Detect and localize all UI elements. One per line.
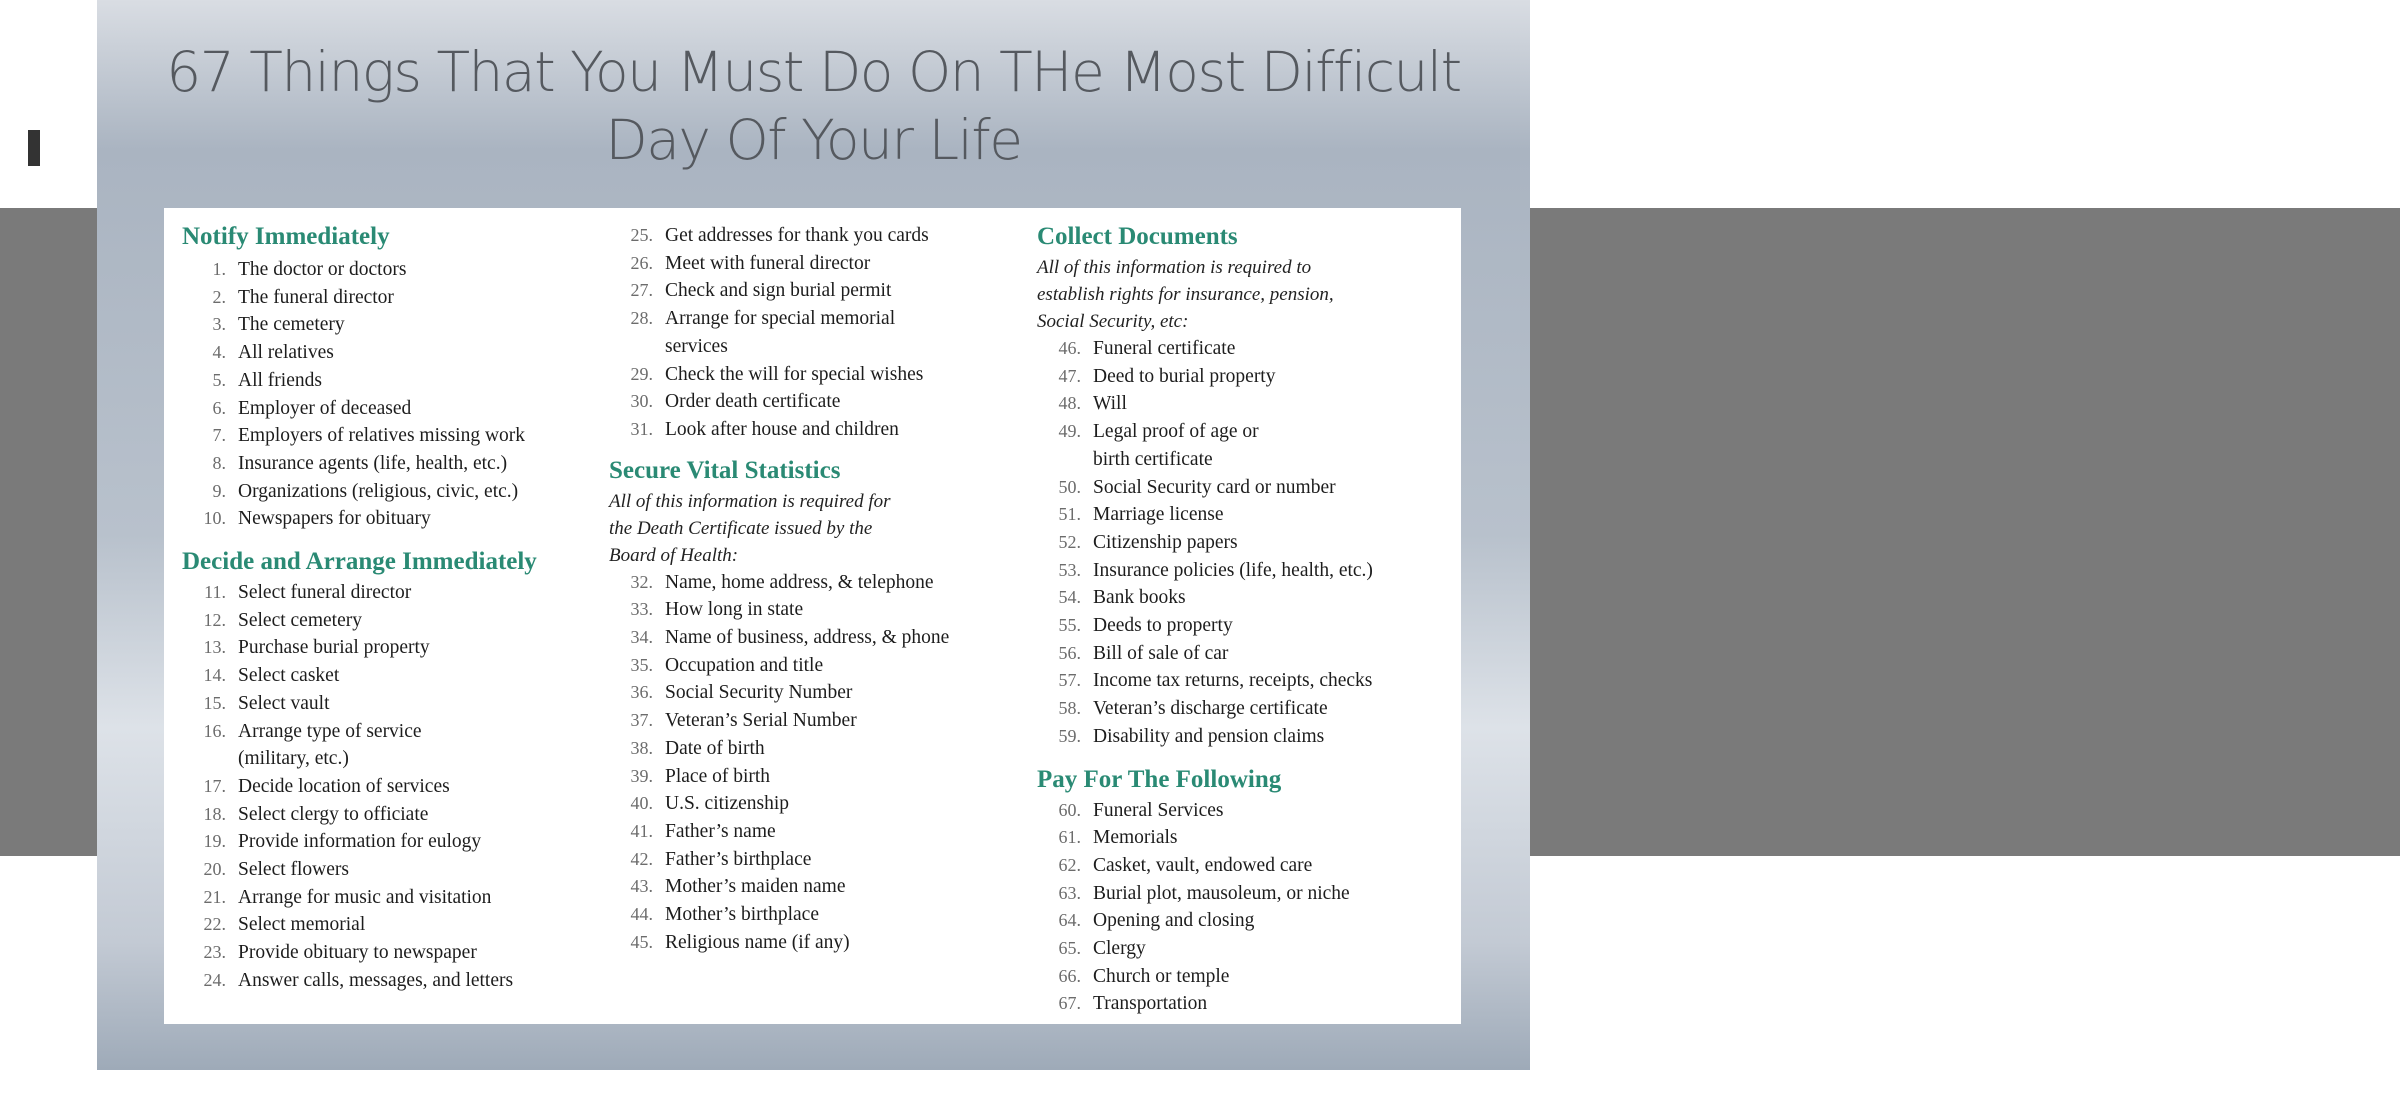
item-number: 26. (630, 252, 653, 273)
item-number: 8. (212, 452, 226, 473)
list-item (182, 690, 592, 718)
item-number: 28. (630, 308, 653, 329)
item-text: Social Security card or number (1093, 476, 1336, 498)
item-text-continued: (military, etc.) (238, 748, 349, 770)
item-text: Church or temple (1093, 965, 1230, 987)
item-text: Date of birth (665, 737, 765, 759)
column-1 (182, 222, 592, 995)
item-text: The cemetery (238, 314, 345, 336)
item-text: Look after house and children (665, 418, 899, 440)
item-text: All relatives (238, 342, 334, 364)
item-number: 60. (1058, 799, 1081, 820)
list-item (1037, 907, 1457, 935)
item-list (182, 256, 592, 533)
list-item (182, 634, 592, 662)
list-item (182, 607, 592, 635)
item-text: Disability and pension claims (1093, 725, 1325, 747)
list-item (1037, 963, 1457, 991)
column-2 (609, 222, 1029, 956)
item-text: Get addresses for thank you cards (665, 225, 929, 246)
item-text: Legal proof of age or (1093, 421, 1259, 443)
item-number: 3. (212, 314, 226, 335)
list-item (1037, 935, 1457, 963)
item-text: Arrange for music and visitation (238, 886, 492, 908)
item-number: 41. (630, 820, 653, 841)
item-number: 13. (203, 637, 226, 658)
item-list (182, 579, 592, 995)
list-item (182, 367, 592, 395)
item-number: 23. (203, 942, 226, 963)
list-item (182, 911, 592, 939)
item-number: 31. (630, 418, 653, 439)
item-number: 36. (630, 682, 653, 703)
item-text: Newspapers for obituary (238, 508, 431, 530)
item-text: All friends (238, 369, 322, 391)
list-item (182, 284, 592, 312)
list-item (1037, 880, 1457, 908)
item-number: 21. (203, 886, 226, 907)
section-note (1037, 254, 1457, 335)
item-text: Employers of relatives missing work (238, 425, 526, 447)
item-number: 58. (1058, 698, 1081, 719)
list-item (182, 339, 592, 367)
list-item (182, 478, 592, 506)
item-number: 35. (630, 654, 653, 675)
item-number: 17. (203, 775, 226, 796)
item-number: 15. (203, 692, 226, 713)
item-number: 38. (630, 737, 653, 758)
item-text-continued: birth certificate (1093, 448, 1213, 470)
item-number: 56. (1058, 642, 1081, 663)
list-item (609, 222, 1029, 250)
item-text: Order death certificate (665, 391, 841, 413)
item-number: 67. (1058, 993, 1081, 1014)
item-text: Father’s name (665, 820, 776, 842)
list-item (609, 624, 1029, 652)
column-3 (1037, 222, 1457, 1018)
note-line: Board of Health: (609, 544, 739, 566)
item-text: Name of business, address, & phone (665, 627, 950, 649)
item-number: 32. (630, 571, 653, 592)
list-item (182, 801, 592, 829)
list-item (182, 939, 592, 967)
section-note (609, 488, 1029, 569)
item-number: 16. (203, 720, 226, 741)
list-item (1037, 723, 1457, 751)
item-number: 18. (203, 803, 226, 824)
item-number: 25. (630, 225, 653, 245)
list-item (609, 416, 1029, 444)
slide (97, 0, 1530, 1070)
list-item (182, 662, 592, 690)
list-item (182, 422, 592, 450)
section-heading: Decide and Arrange Immediately (182, 548, 537, 576)
item-text: Insurance policies (life, health, etc.) (1093, 559, 1373, 581)
list-item (1037, 418, 1457, 473)
section-secure-vital-statistics (609, 456, 1029, 957)
item-number: 12. (203, 609, 226, 630)
item-text: Will (1093, 393, 1127, 415)
list-item (182, 311, 592, 339)
item-text: Select funeral director (238, 582, 412, 604)
list-item (609, 790, 1029, 818)
item-text: Transportation (1093, 993, 1208, 1015)
item-text: Bill of sale of car (1093, 642, 1229, 664)
item-number: 4. (212, 342, 226, 363)
item-text: Mother’s maiden name (665, 876, 846, 898)
item-text: Arrange for special memorial (665, 308, 896, 330)
list-item (182, 828, 592, 856)
list-item (182, 579, 592, 607)
item-text: Clergy (1093, 938, 1146, 960)
item-number: 45. (630, 931, 653, 952)
list-item (609, 305, 1029, 360)
note-line: All of this information is required to (1037, 257, 1312, 278)
list-item (609, 569, 1029, 597)
item-text: Provide information for eulogy (238, 831, 482, 853)
item-text: Mother’s birthplace (665, 904, 819, 926)
item-text: Meet with funeral director (665, 252, 871, 274)
item-number: 5. (212, 369, 226, 390)
section-notify-immediately (182, 222, 592, 533)
item-text: Check and sign burial permit (665, 280, 892, 302)
item-text: Deed to burial property (1093, 365, 1276, 387)
item-number: 51. (1058, 504, 1081, 525)
item-text-continued: services (665, 335, 728, 357)
item-text: Select clergy to officiate (238, 803, 429, 825)
list-item (1037, 640, 1457, 668)
section-decide-and-arrange (182, 547, 592, 995)
item-number: 53. (1058, 559, 1081, 580)
item-number: 46. (1058, 338, 1081, 358)
item-number: 19. (203, 831, 226, 852)
item-number: 1. (212, 259, 226, 279)
section-heading: Pay For The Following (1037, 765, 1282, 793)
item-text: Select cemetery (238, 609, 362, 631)
item-text: Organizations (religious, civic, etc.) (238, 480, 519, 502)
list-item (182, 967, 592, 995)
list-item (1037, 612, 1457, 640)
item-text: Insurance agents (life, health, etc.) (238, 452, 508, 474)
section-continued (609, 222, 1029, 444)
note-line: Social Security, etc: (1037, 311, 1189, 332)
item-text: The funeral director (238, 286, 394, 308)
list-item (609, 846, 1029, 874)
item-number: 48. (1058, 393, 1081, 414)
list-item (609, 679, 1029, 707)
item-text: Veteran’s Serial Number (665, 710, 857, 732)
list-item (182, 856, 592, 884)
item-text: Deeds to property (1093, 615, 1233, 637)
list-item (1037, 557, 1457, 585)
list-item (1037, 584, 1457, 612)
item-text: U.S. citizenship (665, 793, 790, 815)
item-number: 49. (1058, 421, 1081, 442)
list-item (1037, 990, 1457, 1018)
item-number: 6. (212, 397, 226, 418)
cursor-marker (28, 130, 40, 166)
list-item (609, 652, 1029, 680)
list-item (609, 361, 1029, 389)
item-number: 30. (630, 391, 653, 412)
item-text: Casket, vault, endowed care (1093, 854, 1313, 876)
list-item (609, 929, 1029, 957)
item-list (609, 222, 1029, 444)
item-number: 55. (1058, 615, 1081, 636)
item-number: 57. (1058, 670, 1081, 691)
item-number: 27. (630, 280, 653, 301)
item-text: Bank books (1093, 587, 1186, 609)
item-number: 59. (1058, 725, 1081, 746)
item-text: Opening and closing (1093, 910, 1255, 932)
list-item (609, 873, 1029, 901)
item-number: 65. (1058, 938, 1081, 959)
item-text: Burial plot, mausoleum, or niche (1093, 882, 1350, 904)
slide-title: 67 Things That You Must Do On THe Most Difficult Day Of Your Life (166, 40, 1461, 172)
section-collect-documents (1037, 222, 1457, 751)
item-number: 34. (630, 627, 653, 648)
list-item (182, 505, 592, 533)
item-text: Memorials (1093, 827, 1178, 849)
list-item (1037, 529, 1457, 557)
item-number: 20. (203, 859, 226, 880)
checklist-card (164, 208, 1461, 1024)
item-number: 7. (212, 425, 226, 446)
list-item (1037, 390, 1457, 418)
item-list (1037, 335, 1457, 751)
item-text: Funeral Services (1093, 799, 1224, 821)
list-item (609, 707, 1029, 735)
list-item (609, 596, 1029, 624)
item-number: 37. (630, 710, 653, 731)
list-item (1037, 335, 1457, 363)
item-text: Provide obituary to newspaper (238, 942, 477, 964)
list-item (182, 395, 592, 423)
item-number: 9. (212, 480, 226, 501)
item-number: 64. (1058, 910, 1081, 931)
item-text: Social Security Number (665, 682, 853, 704)
item-number: 24. (203, 969, 226, 990)
list-item (182, 773, 592, 801)
item-list (1037, 797, 1457, 1019)
item-text: Decide location of services (238, 775, 450, 797)
item-text: Name, home address, & telephone (665, 571, 934, 593)
list-item (182, 450, 592, 478)
item-number: 10. (203, 508, 226, 529)
section-heading: Notify Immediately (182, 223, 390, 250)
list-item (1037, 852, 1457, 880)
item-number: 50. (1058, 476, 1081, 497)
item-number: 22. (203, 914, 226, 935)
item-text: Select flowers (238, 859, 350, 881)
item-text: Check the will for special wishes (665, 363, 924, 385)
item-number: 42. (630, 848, 653, 869)
item-text: Select casket (238, 665, 340, 687)
item-number: 43. (630, 876, 653, 897)
list-item (1037, 797, 1457, 825)
item-number: 14. (203, 665, 226, 686)
note-line: establish rights for insurance, pension, (1037, 284, 1334, 305)
list-item (1037, 363, 1457, 391)
item-number: 54. (1058, 587, 1081, 608)
item-text: Employer of deceased (238, 397, 412, 419)
item-number: 39. (630, 765, 653, 786)
item-number: 61. (1058, 827, 1081, 848)
list-item (609, 277, 1029, 305)
item-number: 33. (630, 599, 653, 620)
list-item (182, 718, 592, 773)
item-text: Religious name (if any) (665, 931, 850, 953)
item-text: Answer calls, messages, and letters (238, 969, 514, 991)
item-number: 2. (212, 286, 226, 307)
section-pay-for-the-following (1037, 765, 1457, 1019)
item-text: Income tax returns, receipts, checks (1093, 670, 1373, 692)
item-number: 63. (1058, 882, 1081, 903)
list-item (609, 735, 1029, 763)
item-number: 52. (1058, 531, 1081, 552)
item-number: 29. (630, 363, 653, 384)
item-number: 44. (630, 904, 653, 925)
list-item (182, 256, 592, 284)
list-item (609, 250, 1029, 278)
section-heading: Collect Documents (1037, 223, 1238, 250)
item-text: Marriage license (1093, 504, 1224, 526)
item-number: 11. (204, 582, 226, 603)
item-number: 66. (1058, 965, 1081, 986)
item-number: 47. (1058, 365, 1081, 386)
list-item (1037, 501, 1457, 529)
item-text: How long in state (665, 599, 804, 621)
list-item (1037, 824, 1457, 852)
item-text: The doctor or doctors (238, 259, 407, 280)
item-list (609, 569, 1029, 957)
list-item (1037, 667, 1457, 695)
section-heading: Secure Vital Statistics (609, 456, 841, 484)
list-item (609, 763, 1029, 791)
list-item (609, 818, 1029, 846)
item-text: Funeral certificate (1093, 338, 1236, 359)
list-item (609, 388, 1029, 416)
item-number: 40. (630, 793, 653, 814)
list-item (1037, 474, 1457, 502)
item-text: Father’s birthplace (665, 848, 812, 870)
note-line: the Death Certificate issued by the (609, 517, 873, 539)
item-text: Select vault (238, 692, 330, 714)
list-item (609, 901, 1029, 929)
item-number: 62. (1058, 854, 1081, 875)
list-item (182, 884, 592, 912)
note-line: All of this information is required for (609, 490, 891, 512)
item-text: Veteran’s discharge certificate (1093, 698, 1328, 720)
item-text: Select memorial (238, 914, 366, 936)
item-text: Purchase burial property (238, 637, 430, 659)
item-text: Place of birth (665, 765, 771, 787)
list-item (1037, 695, 1457, 723)
item-text: Occupation and title (665, 654, 824, 676)
item-text: Arrange type of service (238, 720, 422, 742)
item-text: Citizenship papers (1093, 531, 1238, 553)
